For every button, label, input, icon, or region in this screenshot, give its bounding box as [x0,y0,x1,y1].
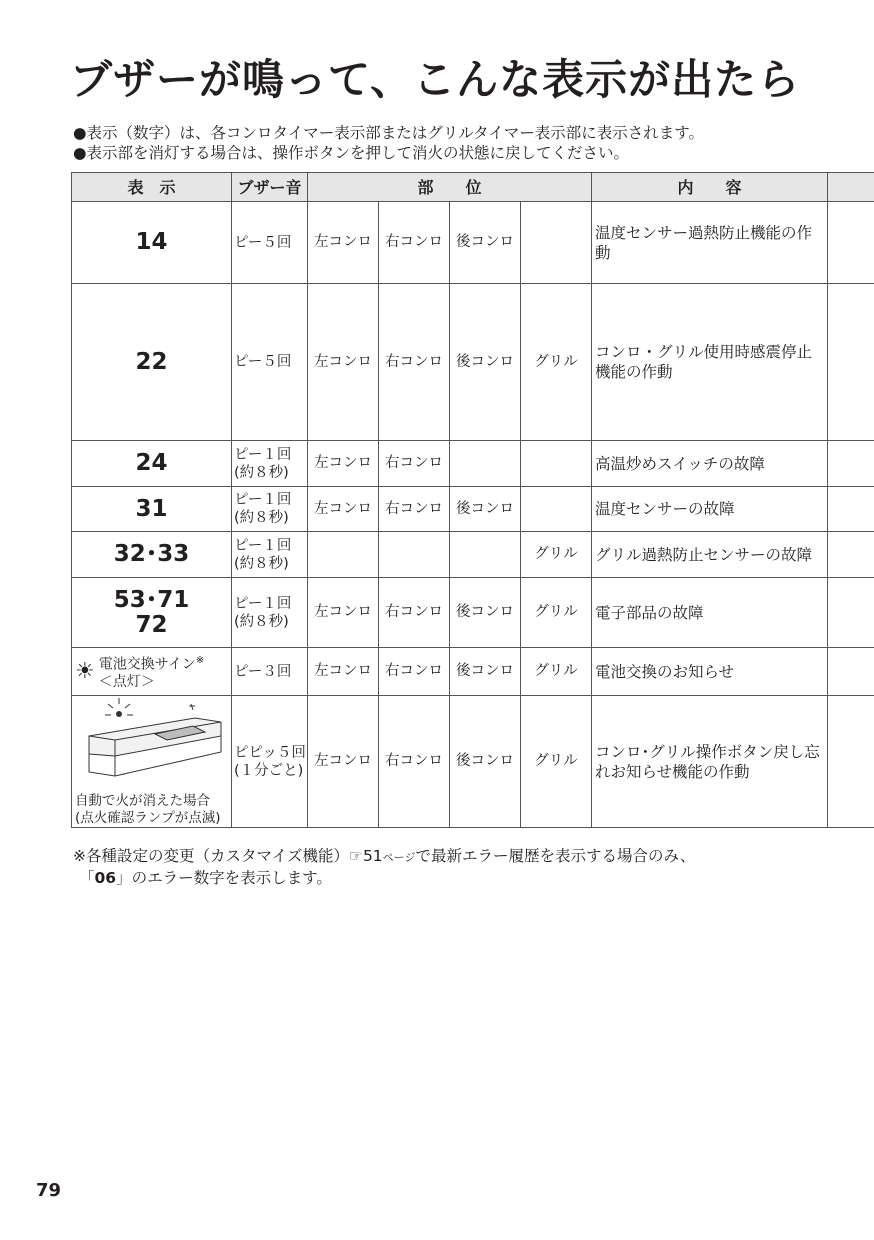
part-rear: 後コンロ [450,284,521,441]
part-left: 左コンロ [308,696,379,828]
error-description: 温度センサーの故障 [592,487,828,532]
table-row [72,578,874,648]
footnote: ※各種設定の変更（カスタマイズ機能）☞51ページで最新エラー履歴を表示する場合のみ、 「06」のエラー数字を表示します。 [73,847,696,887]
part-grill [521,202,592,284]
error-description: コンロ・グリル使用時感震停止機能の作動 [592,284,828,441]
part-grill: グリル [521,284,592,441]
page-number: 79 [36,1180,62,1201]
buzzer-sound: ピー１回 (約８秒) [232,441,308,487]
part-right: 右コンロ [379,648,450,696]
header-display: 表 示 [72,173,232,202]
buzzer-sound: ピー５回 [232,202,308,284]
part-right: 右コンロ [379,284,450,441]
error-code: 22 [72,284,232,441]
intro-line-2: ●表示部を消灯する場合は、操作ボタンを押して消火の状態に戻してください。 [73,144,630,162]
header-part: 部 位 [308,173,592,202]
part-left: 左コンロ [308,487,379,532]
auto-off-cell: 自動で火が消えた場合 (点火確認ランプが点滅) [72,696,232,828]
buzzer-sound: ピー１回 (約８秒) [232,532,308,578]
error-description: 電池交換のお知らせ [592,648,828,696]
pointing-hand-icon: ☞ [349,847,363,865]
part-grill [521,441,592,487]
error-code-table [71,172,874,828]
sun-burst-icon: ☀ [75,658,95,684]
part-left [308,532,379,578]
table-row [72,441,874,487]
error-description: コンロ･グリル操作ボタン戻し忘れお知らせ機能の作動 [592,696,828,828]
header-buzzer: ブザー音 [232,173,308,202]
header-blank [828,173,874,202]
intro-line-1: ●表示（数字）は、各コンロタイマー表示部またはグリルタイマー表示部に表示されます。 [73,124,705,142]
part-grill: グリル [521,696,592,828]
part-left: 左コンロ [308,441,379,487]
part-right: 右コンロ [379,202,450,284]
part-left: 左コンロ [308,202,379,284]
part-left: 左コンロ [308,284,379,441]
part-grill: グリル [521,648,592,696]
error-code: 53･71 72 [72,578,232,648]
part-rear [450,441,521,487]
part-right [379,532,450,578]
buzzer-sound: ピー５回 [232,284,308,441]
part-rear: 後コンロ [450,696,521,828]
part-rear: 後コンロ [450,578,521,648]
page-title: ブザーが鳴って、こんな表示が出たら [70,55,801,104]
table-row [72,696,874,828]
part-grill: グリル [521,532,592,578]
part-right: 右コンロ [379,441,450,487]
error-code: 31 [72,487,232,532]
part-right: 右コンロ [379,578,450,648]
part-rear: 後コンロ [450,487,521,532]
table-row [72,202,874,284]
table-row [72,284,874,441]
part-right: 右コンロ [379,487,450,532]
buzzer-sound: ピー１回 (約８秒) [232,578,308,648]
part-left: 左コンロ [308,648,379,696]
part-rear [450,532,521,578]
table-header-row [72,173,874,202]
error-code: 14 [72,202,232,284]
table-row [72,648,874,696]
part-grill [521,487,592,532]
part-rear: 後コンロ [450,202,521,284]
header-content: 内 容 [592,173,828,202]
error-description: 高温炒めスイッチの故障 [592,441,828,487]
part-left: 左コンロ [308,578,379,648]
error-description: 温度センサー過熱防止機能の作動 [592,202,828,284]
error-description: グリル過熱防止センサーの故障 [592,532,828,578]
table-row [72,487,874,532]
buzzer-sound: ピー１回 (約８秒) [232,487,308,532]
part-grill: グリル [521,578,592,648]
error-description: 電子部品の故障 [592,578,828,648]
part-rear: 後コンロ [450,648,521,696]
error-code: 24 [72,441,232,487]
part-right: 右コンロ [379,696,450,828]
error-code: 32･33 [72,532,232,578]
control-panel-illustration [75,696,227,788]
battery-sign-cell: ☀ 電池交換サイン※ ＜点灯＞ [72,648,232,696]
buzzer-sound: ピー３回 [232,648,308,696]
buzzer-sound: ピピッ５回 (１分ごと) [232,696,308,828]
table-row [72,532,874,578]
